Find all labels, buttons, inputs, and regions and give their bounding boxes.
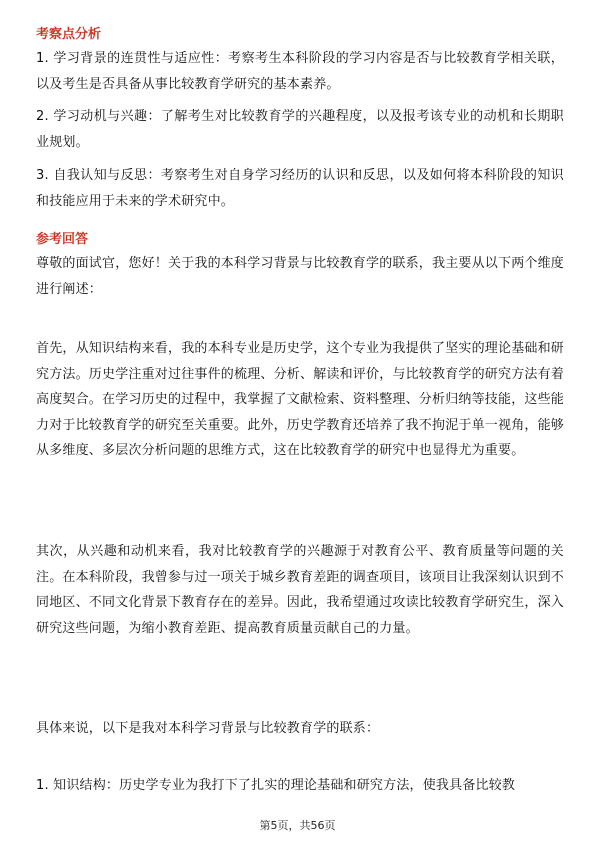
page-number: 第5页，共56页 [259, 819, 336, 832]
analysis-item-3: 3. 自我认知与反思：考察考生对自身学习经历的认识和反思，以及如何将本科阶段的知识和技能应用于未来的学术研究中。 [36, 168, 564, 209]
section-heading-analysis: 考察点分析 [36, 27, 102, 42]
section-heading-reference-answer: 参考回答 [36, 232, 89, 247]
answer-paragraph-intro: 尊敬的面试官，您好！关于我的本科学习背景与比较教育学的联系，我主要从以下两个维度进行阐述： [36, 256, 565, 297]
answer-paragraph-second: 其次，从兴趣和动机来看，我对比较教育学的兴趣源于对教育公平、教育质量等问题的关注。在本科阶段，我曾参与过一项关于城乡教育差距的调查项目，该项目让我深刻认识到不同地区、不同文化背景下教育存在的差异。因此，我希望通过攻读比较教育学研究生，深入研究这些问题，为缩小教育差距、提高教育质量贡献自己的力量。 [36, 544, 565, 636]
analysis-item-1: 1. 学习背景的连贯性与适应性：考察考生本科阶段的学习内容是否与比较教育学相关联，以及考生是否具备从事比较教育学研究的基本素养。 [36, 51, 564, 92]
answer-paragraph-first: 首先，从知识结构来看，我的本科专业是历史学，这个专业为我提供了坚实的理论基础和研究方法。历史学注重对过往事件的梳理、分析、解读和评价，与比较教育学的研究方法有着高度契合。在学习历史的过程中，我掌握了文献检索、资料整理、分析归纳等技能，这些能力对于比较教育学的研究至关重要。此外，历史学教育还培养了我不拘泥于单一视角，能够从多维度、多层次分析问题的思维方式，这在比较教育学的研究中也显得尤为重要。 [36, 341, 565, 458]
answer-paragraph-specific: 具体来说，以下是我对本科学习背景与比较教育学的联系： [36, 721, 380, 736]
answer-list-item-1: 1. 知识结构：历史学专业为我打下了扎实的理论基础和研究方法，使我具备比较教 [36, 778, 516, 793]
analysis-item-2: 2. 学习动机与兴趣：了解考生对比较教育学的兴趣程度，以及报考该专业的动机和长期职业规划。 [36, 109, 564, 150]
